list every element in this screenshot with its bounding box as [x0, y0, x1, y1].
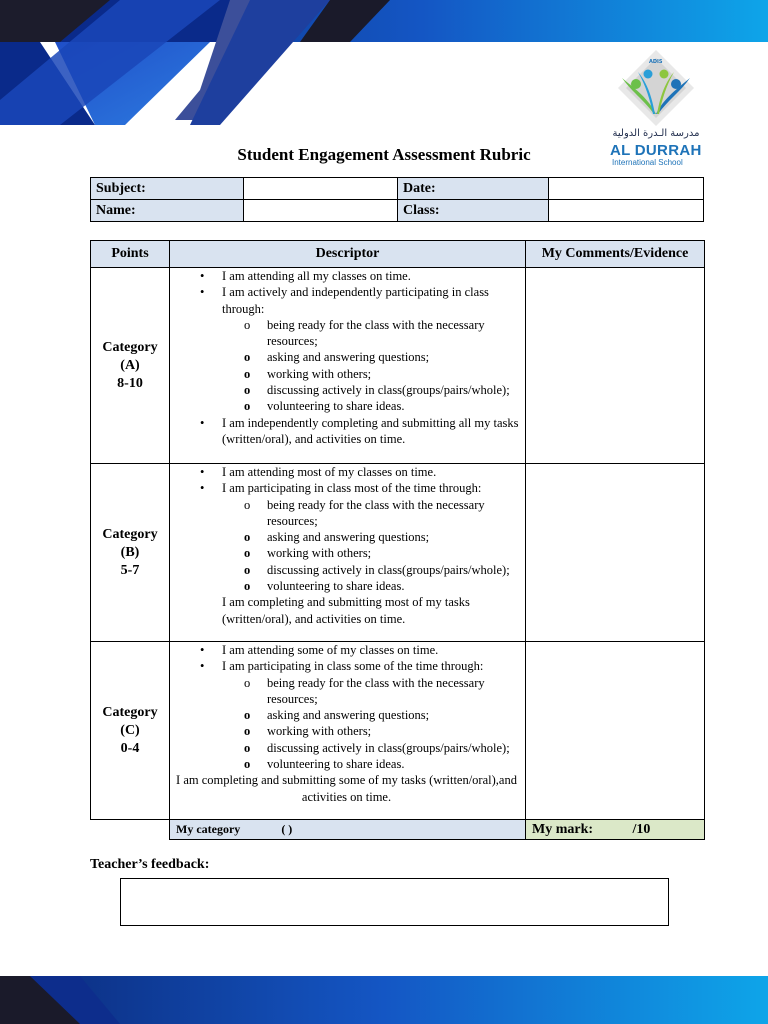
descriptor-sub-item: o being ready for the class with the necessary resources; — [172, 317, 521, 350]
points-header: Points — [91, 241, 170, 268]
school-logo — [608, 48, 704, 168]
category-b-points — [91, 464, 170, 642]
descriptor-sub-item: o asking and answering questions; — [172, 707, 521, 723]
descriptor-sub-item: o being ready for the class with the necessary resources; — [172, 675, 521, 708]
category-range: 8-10 — [117, 375, 143, 391]
page-title: Student Engagement Assessment Rubric — [237, 145, 531, 164]
category-c-descriptor — [170, 642, 526, 820]
footer-banner — [0, 976, 768, 1024]
subject-field[interactable] — [244, 178, 398, 200]
info-row — [91, 178, 704, 200]
descriptor-bullet: • I am actively and independently participating in class through: — [172, 284, 521, 317]
descriptor-sub-item: o discussing actively in class(groups/pairs/whole); — [172, 562, 521, 578]
descriptor-sub-item: o asking and answering questions; — [172, 529, 521, 545]
descriptor-sub-item: o volunteering to share ideas. — [172, 756, 521, 772]
descriptor-bullet: • I am independently completing and submitting all my tasks (written/oral), and activities on time. — [172, 415, 521, 448]
descriptor-sub-item: o discussing actively in class(groups/pairs/whole); — [172, 740, 521, 756]
comments-header: My Comments/Evidence — [526, 241, 705, 268]
descriptor-bullet: • I am participating in class some of the time through: — [172, 658, 521, 674]
descriptor-sub-item: o working with others; — [172, 723, 521, 739]
category-label: Category — [102, 704, 158, 720]
category-range: 0-4 — [120, 740, 140, 756]
logo-arabic-name: مدرسة الـدرة الدولية — [612, 128, 700, 139]
student-info-table — [90, 177, 704, 222]
category-label: Category — [102, 526, 158, 542]
category-a-comments[interactable] — [526, 268, 705, 464]
category-letter: (C) — [120, 722, 140, 738]
my-mark-value: /10 — [632, 821, 651, 837]
rubric-table — [90, 240, 705, 840]
class-label: Class: — [398, 200, 549, 222]
feedback-box[interactable] — [120, 878, 669, 926]
category-letter: (B) — [120, 544, 140, 560]
descriptor-sub-item: o discussing actively in class(groups/pairs/whole); — [172, 382, 521, 398]
info-row — [91, 200, 704, 222]
category-b-row — [91, 464, 705, 642]
logo-badge-text: ADIS — [649, 59, 663, 65]
name-label: Name: — [91, 200, 244, 222]
name-field[interactable] — [244, 200, 398, 222]
descriptor-bullet: • I am attending most of my classes on time. — [172, 464, 521, 480]
descriptor-sub-item: o being ready for the class with the necessary resources; — [172, 497, 521, 530]
descriptor-sub-item: o working with others; — [172, 545, 521, 561]
my-mark-cell[interactable] — [526, 820, 705, 840]
my-mark-label: My mark: — [532, 821, 594, 837]
rubric-header-row — [91, 241, 705, 268]
category-range: 5-7 — [120, 562, 140, 578]
category-a-descriptor — [170, 268, 526, 464]
category-c-points — [91, 642, 170, 820]
descriptor-bullet: • I am attending some of my classes on time. — [172, 642, 521, 658]
category-letter: (A) — [120, 357, 140, 373]
logo-school-name: AL DURRAH — [610, 142, 702, 159]
feedback-label: Teacher’s feedback: — [90, 857, 210, 872]
descriptor-sub-item: o working with others; — [172, 366, 521, 382]
descriptor-bullet: • I am participating in class most of the time through: — [172, 480, 521, 496]
summary-blank — [91, 820, 170, 840]
my-category-label: My category — [176, 822, 241, 836]
descriptor-bullet: • I am attending all my classes on time. — [172, 268, 521, 284]
descriptor-sub-item: o asking and answering questions; — [172, 349, 521, 365]
subject-label: Subject: — [91, 178, 244, 200]
category-label: Category — [102, 339, 158, 355]
summary-row — [91, 820, 705, 840]
my-category-value: ( ) — [281, 822, 293, 836]
category-a-row — [91, 268, 705, 464]
descriptor-final: I am completing and submitting some of my tasks (written/oral),and activities on time. — [176, 773, 517, 804]
logo-school-subtitle: International School — [612, 158, 683, 167]
descriptor-sub-item: o volunteering to share ideas. — [172, 578, 521, 594]
footer-banner-graphic — [0, 976, 768, 1024]
class-field[interactable] — [549, 200, 704, 222]
date-label: Date: — [398, 178, 549, 200]
category-a-points — [91, 268, 170, 464]
descriptor-header: Descriptor — [170, 241, 526, 268]
category-c-row — [91, 642, 705, 820]
category-b-comments[interactable] — [526, 464, 705, 642]
category-c-comments[interactable] — [526, 642, 705, 820]
descriptor-sub-item: o volunteering to share ideas. — [172, 398, 521, 414]
descriptor-final: I am completing and submitting most of my tasks (written/oral), and activities on time. — [222, 595, 470, 626]
category-b-descriptor — [170, 464, 526, 642]
date-field[interactable] — [549, 178, 704, 200]
my-category-cell[interactable] — [170, 820, 526, 840]
